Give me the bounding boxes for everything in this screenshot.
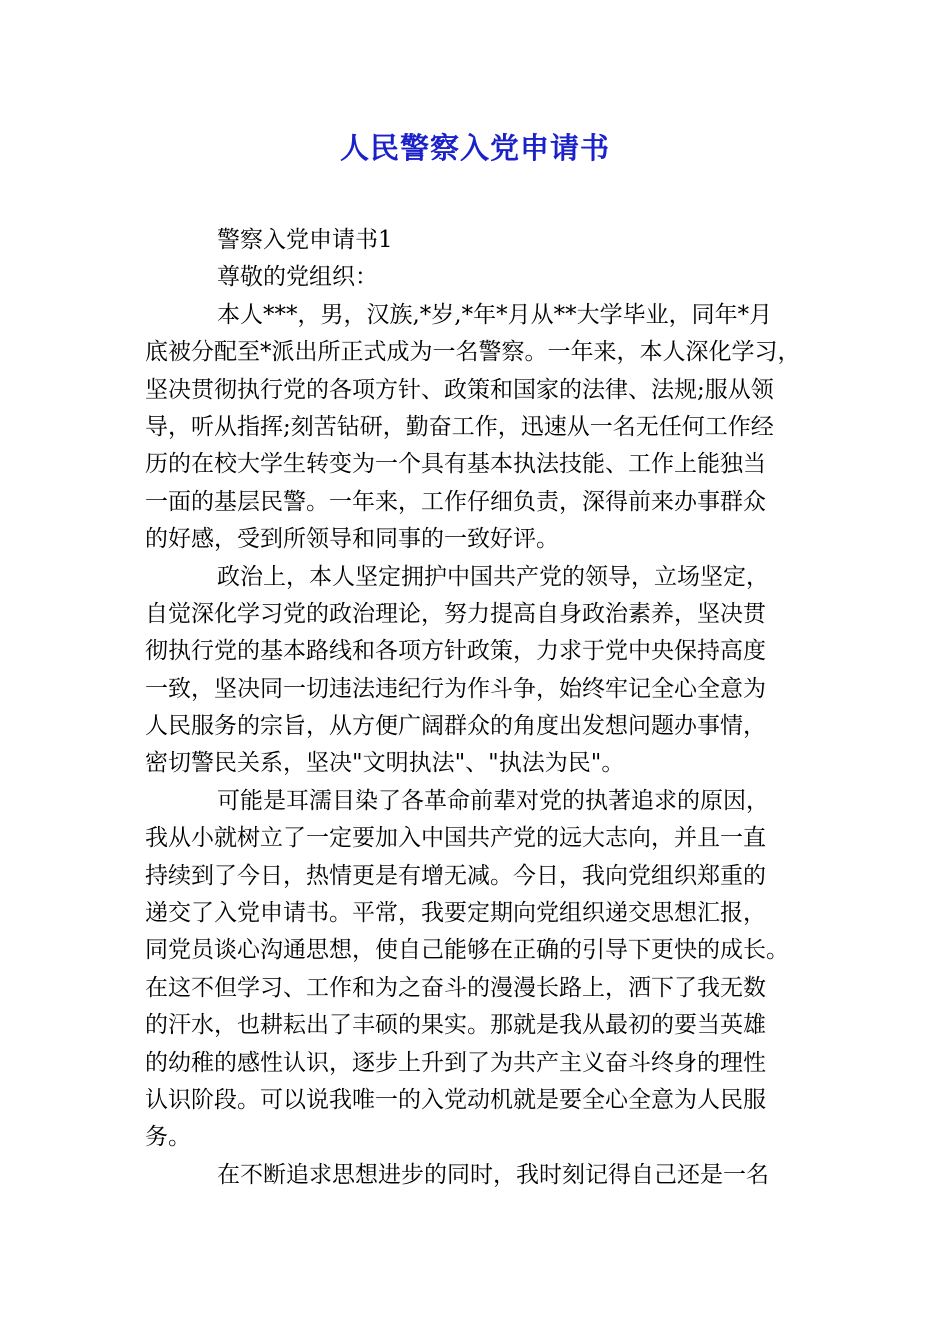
text-line: 人民服务的宗旨，从方便广阔群众的角度出发想问题办事情， bbox=[145, 713, 766, 740]
text-line: 持续到了今日，热情更是有增无减。今日，我向党组织郑重的 bbox=[145, 862, 766, 889]
text-line: 认识阶段。可以说我唯一的入党动机就是要全心全意为人民服 bbox=[145, 1086, 766, 1113]
text-line: 坚决贯彻执行党的各项方针、政策和国家的法律、法规;服从领 bbox=[145, 376, 774, 403]
text-line: 的幼稚的感性认识，逐步上升到了为共产主义奋斗终身的理性 bbox=[145, 1049, 766, 1076]
subtitle-line: 警察入党申请书1 bbox=[217, 227, 393, 253]
text-line: 的汗水，也耕耘出了丰硕的果实。那就是我从最初的要当英雄 bbox=[145, 1012, 766, 1039]
document-title: 人民警察入党申请书 bbox=[339, 131, 610, 165]
text-line: 一面的基层民警。一年来，工作仔细负责，深得前来办事群众 bbox=[145, 488, 766, 515]
salutation-line: 尊敬的党组织： bbox=[217, 264, 378, 291]
text-line: 自觉深化学习党的政治理论，努力提高自身政治素养，坚决贯 bbox=[145, 600, 766, 627]
text-line: 在不断追求思想进步的同时，我时刻记得自己还是一名 bbox=[217, 1161, 769, 1188]
text-line: 底被分配至*派出所正式成为一名警察。一年来，本人深化学习， bbox=[145, 339, 801, 366]
text-line: 密切警民关系，坚决"文明执法"、"执法为民"。 bbox=[145, 750, 625, 777]
text-line: 在这不但学习、工作和为之奋斗的漫漫长路上，洒下了我无数 bbox=[145, 974, 766, 1001]
text-line: 递交了入党申请书。平常，我要定期向党组织递交思想汇报， bbox=[145, 900, 766, 927]
text-line: 历的在校大学生转变为一个具有基本执法技能、工作上能独当 bbox=[145, 451, 766, 478]
text-line: 我从小就树立了一定要加入中国共产党的远大志向，并且一直 bbox=[145, 825, 766, 852]
text-line: 导，听从指挥;刻苦钻研，勤奋工作，迅速从一名无任何工作经 bbox=[145, 413, 774, 440]
text-line: 本人***，男，汉族,*岁,*年*月从**大学毕业，同年*月 bbox=[217, 301, 773, 328]
text-line: 彻执行党的基本路线和各项方针政策，力求于党中央保持高度 bbox=[145, 638, 766, 665]
text-line: 同党员谈心沟通思想，使自己能够在正确的引导下更快的成长。 bbox=[145, 937, 789, 964]
text-line: 政治上，本人坚定拥护中国共产党的领导，立场坚定， bbox=[217, 563, 769, 590]
text-line: 务。 bbox=[145, 1124, 191, 1151]
text-line: 一致，坚决同一切违法违纪行为作斗争，始终牢记全心全意为 bbox=[145, 675, 766, 702]
text-line: 的好感，受到所领导和同事的一致好评。 bbox=[145, 526, 559, 553]
document-body bbox=[145, 222, 800, 1194]
text-line: 可能是耳濡目染了各革命前辈对党的执著追求的原因， bbox=[217, 787, 769, 814]
